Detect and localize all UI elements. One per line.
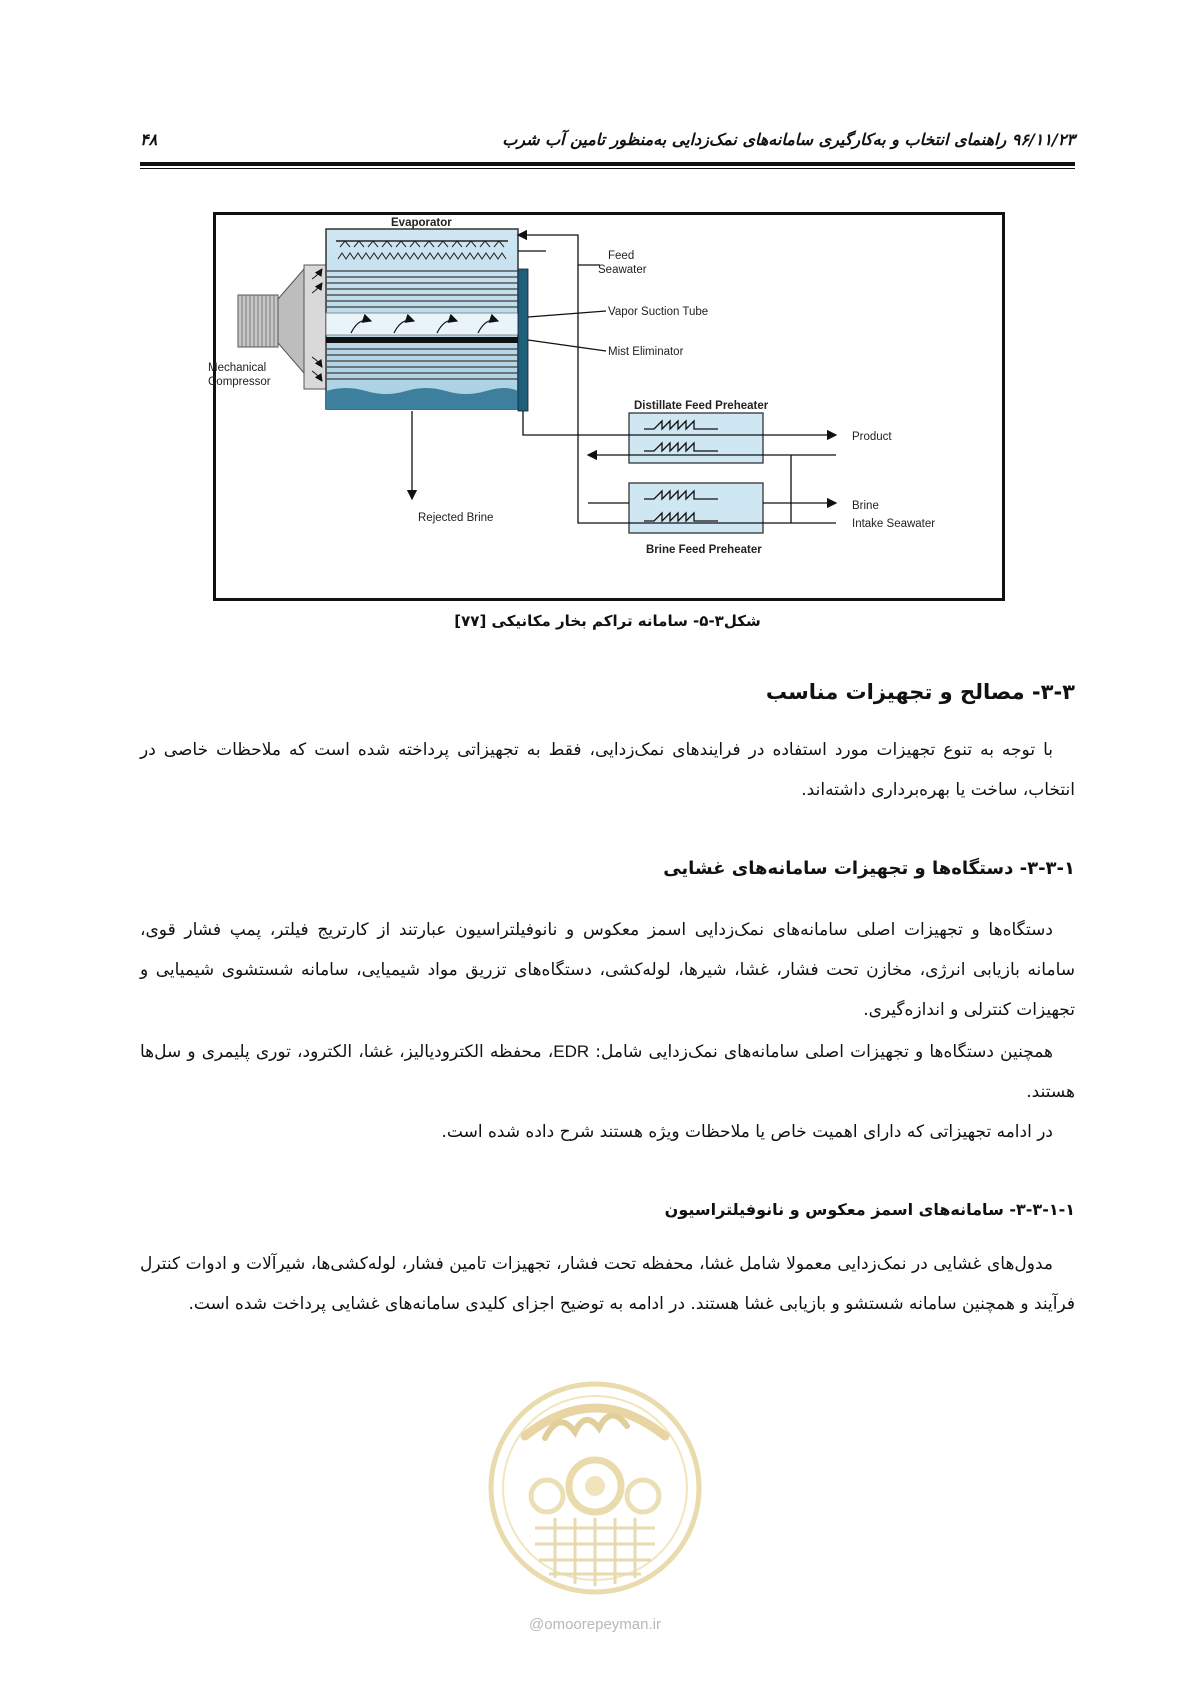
header-rule-thin [140, 168, 1075, 169]
edr-term: EDR [553, 1042, 590, 1061]
header-rule-thick [140, 162, 1075, 166]
mvc-diagram-svg [208, 215, 1002, 598]
label-distillate-preheater: Distillate Feed Preheater [634, 400, 769, 412]
label-feed-seawater-1: Feed [608, 250, 635, 262]
watermark-url-text: omoorepeyman.ir [544, 1616, 661, 1633]
running-header [140, 130, 1075, 156]
paragraph-3-3-1-b-before: همچنین دستگاه‌ها و تجهیزات اصلی سامانه‌های نمک‌زدایی شامل: [589, 1042, 1053, 1062]
heading-3-3-1: ۳-۳-۱- دستگاه‌ها و تجهیزات سامانه‌های غشایی [663, 858, 1075, 879]
label-mechanical-2: Compressor [208, 376, 271, 388]
label-evaporator: Evaporator [391, 217, 452, 229]
paragraph-3-3-1-c: در ادامه تجهیزاتی که دارای اهمیت خاص یا ملاحظات ویژه هستند شرح داده شده است. [441, 1122, 1053, 1142]
paragraph-3-3-1-b [140, 1032, 1075, 1112]
figure-caption: شکل۳-۵- سامانه تراکم بخار مکانیکی [۷۷] [454, 612, 761, 630]
heading-3-3-1-1: ۳-۳-۱-۱- سامانه‌های اسمز معکوس و نانوفیلتراسیون [664, 1200, 1075, 1219]
heading-3-3: ۳-۳- مصالح و تجهیزات مناسب [765, 680, 1075, 704]
label-brine: Brine [852, 500, 879, 512]
brine-feed-preheater [629, 483, 763, 533]
watermark-url: @omoorepeyman.ir [529, 1616, 661, 1633]
label-vapor-suction-tube: Vapor Suction Tube [608, 306, 709, 318]
label-mechanical-1: Mechanical [208, 362, 267, 374]
paragraph-3-3-1-1: مدول‌های غشایی در نمک‌زدایی معمولا شامل غشا، محفظه تحت فشار، تجهیزات تامین فشار، لوله‌کشی‌ها، شیرآلات و ادوات کنترل فرآیند و همچنین سامانه شستشو و بازیابی غشا هستند. در ادامه به توضیح اجزای کلیدی سامانه‌های غشایی پرداخت شده است. [140, 1254, 1075, 1314]
mvc-diagram [208, 212, 1005, 601]
evaporator [312, 229, 528, 411]
label-intake-seawater: Intake Seawater [852, 518, 936, 530]
label-feed-seawater-2: Seawater [598, 264, 647, 276]
label-product: Product [852, 431, 892, 443]
paragraph-3-3-1-a: دستگاه‌ها و تجهیزات اصلی سامانه‌های نمک‌زدایی اسمز معکوس و نانوفیلتراسیون عبارتند از کارتریج فیلتر، پمپ فشار قوی، سامانه بازیابی انرژی، مخازن تحت فشار، غشا، شیرها، لوله‌کشی، دستگاه‌های تزریق مواد شیمیایی، سامانه شستشوی شیمیایی و تجهیزات کنترلی و اندازه‌گیری. [140, 920, 1075, 1020]
paragraph-3-3: با توجه به تنوع تجهیزات مورد استفاده در فرایندهای نمک‌زدایی، فقط به تجهیزاتی پرداخته شده است که ملاحظات خاصی در انتخاب، ساخت یا بهره‌برداری داشته‌اند. [140, 740, 1075, 800]
label-rejected-brine: Rejected Brine [418, 512, 494, 524]
label-mist-eliminator: Mist Eliminator [608, 346, 684, 358]
page-number: ۴۸ [140, 130, 158, 149]
watermark-seal [485, 1378, 705, 1598]
paragraph-3-3-1-b-after: ، محفظه الکترودیالیز، غشا، الکترود، توری پلیمری و سل‌ها هستند. [140, 1042, 1075, 1102]
header-title: ۹۶/۱۱/۲۳ راهنمای انتخاب و به‌کارگیری سامانه‌های نمک‌زدایی به‌منظور تامین آب شرب [502, 130, 1075, 149]
label-brine-preheater: Brine Feed Preheater [646, 544, 762, 556]
